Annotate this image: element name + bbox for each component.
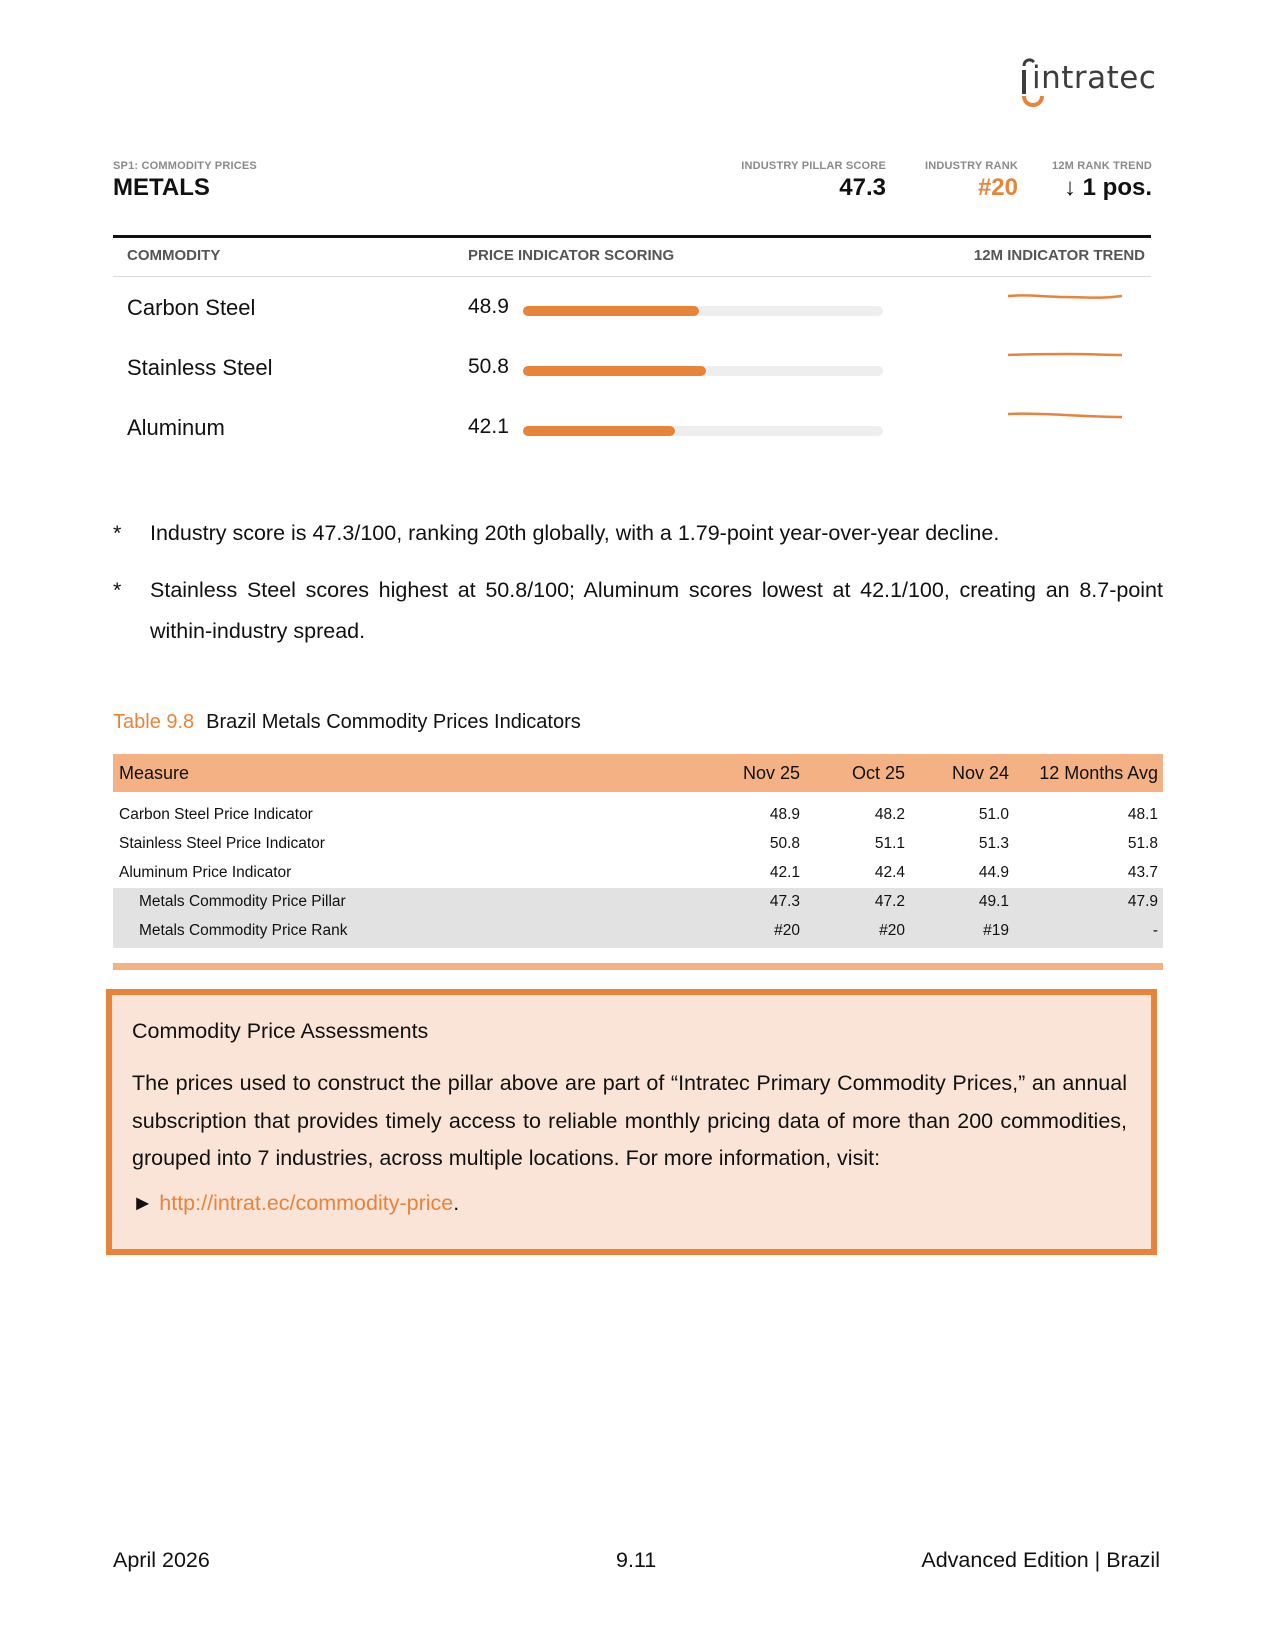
commodity-name: Stainless Steel	[127, 355, 273, 380]
bullet-marker: *	[113, 578, 122, 602]
trend-sparkline	[1005, 349, 1125, 379]
commodity-name: Carbon Steel	[127, 295, 256, 320]
commodity-price-link[interactable]: http://intrat.ec/commodity-price	[159, 1191, 454, 1215]
commodity-score: 50.8	[468, 355, 509, 378]
table-bottom-rule	[113, 963, 1163, 970]
rank-label: INDUSTRY RANK	[924, 160, 1018, 172]
table-row-summary	[113, 888, 1163, 917]
bullet-marker: *	[113, 521, 122, 545]
table-row	[113, 801, 1163, 830]
cell-nov24: #19	[983, 922, 1009, 939]
score-bar-track	[523, 366, 883, 376]
rank-trend-label: 12M RANK TREND	[1052, 160, 1152, 172]
cell-12m-avg: 47.9	[1127, 893, 1158, 910]
logo-text: intratec	[1032, 60, 1157, 96]
cell-oct25: 51.1	[874, 835, 905, 852]
header-rule	[113, 235, 1151, 238]
table-row	[113, 830, 1163, 859]
commodity-score: 48.9	[468, 295, 509, 318]
score-bar-fill	[523, 426, 675, 436]
commodity-price-callout	[106, 989, 1157, 1255]
cell-nov24: 51.0	[978, 806, 1009, 823]
table-number: Table 9.8	[113, 711, 195, 733]
bullet-item	[113, 513, 1163, 554]
cell-nov24: 44.9	[978, 864, 1009, 881]
footer-page-number: 9.11	[616, 1548, 657, 1572]
commodity-score: 42.1	[468, 415, 509, 438]
table-caption	[113, 711, 581, 734]
cell-measure: Metals Commodity Price Pillar	[139, 893, 346, 910]
cell-nov25: 48.9	[769, 806, 800, 823]
section-label: SP1: COMMODITY PRICES	[113, 160, 257, 172]
table-header-nov25: Nov 25	[742, 763, 800, 783]
cell-measure: Aluminum Price Indicator	[119, 864, 292, 881]
cell-oct25: 42.4	[874, 864, 905, 881]
trend-sparkline	[1005, 409, 1125, 439]
table-header-nov24: Nov 24	[951, 763, 1009, 783]
rank-trend-value: ↓ 1 pos.	[1063, 174, 1152, 201]
commodity-row	[0, 289, 1275, 329]
col-scoring-header: PRICE INDICATOR SCORING	[468, 247, 675, 264]
footer-edition: Advanced Edition | Brazil	[921, 1548, 1160, 1572]
bullet-text: Stainless Steel scores highest at 50.8/100; Aluminum scores lowest at 42.1/100, creating an 8.7-point within-industry spread.	[150, 578, 1163, 643]
callout-link-line	[132, 1191, 459, 1216]
cell-measure: Stainless Steel Price Indicator	[119, 835, 325, 852]
score-bar-fill	[523, 366, 706, 376]
table-header-row	[113, 754, 1163, 792]
cell-nov25: 42.1	[769, 864, 800, 881]
trend-sparkline	[1005, 289, 1125, 319]
pillar-score-value: 47.3	[839, 174, 886, 201]
bullet-text: Industry score is 47.3/100, ranking 20th globally, with a 1.79-point year-over-year decline.	[150, 521, 1000, 545]
callout-title: Commodity Price Assessments	[132, 1019, 429, 1043]
commodity-row	[0, 349, 1275, 389]
cell-12m-avg: 51.8	[1127, 835, 1158, 852]
cell-nov25: #20	[774, 922, 800, 939]
col-commodity-header: COMMODITY	[127, 247, 221, 264]
cell-nov24: 51.3	[978, 835, 1009, 852]
link-suffix: .	[453, 1191, 460, 1215]
cell-nov25: 47.3	[769, 893, 800, 910]
cell-12m-avg: 43.7	[1127, 864, 1158, 881]
column-header-rule	[113, 276, 1151, 277]
cell-oct25: #20	[879, 922, 905, 939]
cell-nov24: 49.1	[978, 893, 1009, 910]
score-bar-track	[523, 426, 883, 436]
play-arrow-icon: ►	[132, 1191, 154, 1215]
commodity-row	[0, 409, 1275, 449]
cell-measure: Metals Commodity Price Rank	[139, 922, 348, 939]
table-title: Brazil Metals Commodity Prices Indicators	[206, 711, 581, 733]
cell-measure: Carbon Steel Price Indicator	[119, 806, 313, 823]
rank-value: #20	[977, 174, 1018, 201]
bullet-item	[113, 570, 1163, 652]
cell-12m-avg: 48.1	[1127, 806, 1158, 823]
table-header-oct25: Oct 25	[851, 763, 905, 783]
callout-body: The prices used to construct the pillar above are part of “Intratec Primary Commodity Prices,” an annual subscription that provides timely access to reliable monthly pricing data of more than 200 commodities, grouped into 7 industries, across multiple locations. For more information, visit:	[132, 1071, 1127, 1170]
table-row-summary	[113, 917, 1163, 948]
footer-date: April 2026	[113, 1548, 210, 1572]
section-title: METALS	[113, 174, 210, 201]
col-trend-header: 12M INDICATOR TREND	[973, 247, 1145, 264]
pillar-score-label: INDUSTRY PILLAR SCORE	[741, 160, 886, 172]
table-header-measure: Measure	[119, 763, 190, 783]
table-header-12m-avg: 12 Months Avg	[1039, 763, 1158, 783]
cell-nov25: 50.8	[769, 835, 800, 852]
score-bar-track	[523, 306, 883, 316]
commodity-name: Aluminum	[127, 415, 225, 440]
cell-12m-avg: -	[1152, 922, 1158, 939]
table-row	[113, 859, 1163, 888]
score-bar-fill	[523, 306, 699, 316]
cell-oct25: 48.2	[874, 806, 905, 823]
cell-oct25: 47.2	[874, 893, 905, 910]
